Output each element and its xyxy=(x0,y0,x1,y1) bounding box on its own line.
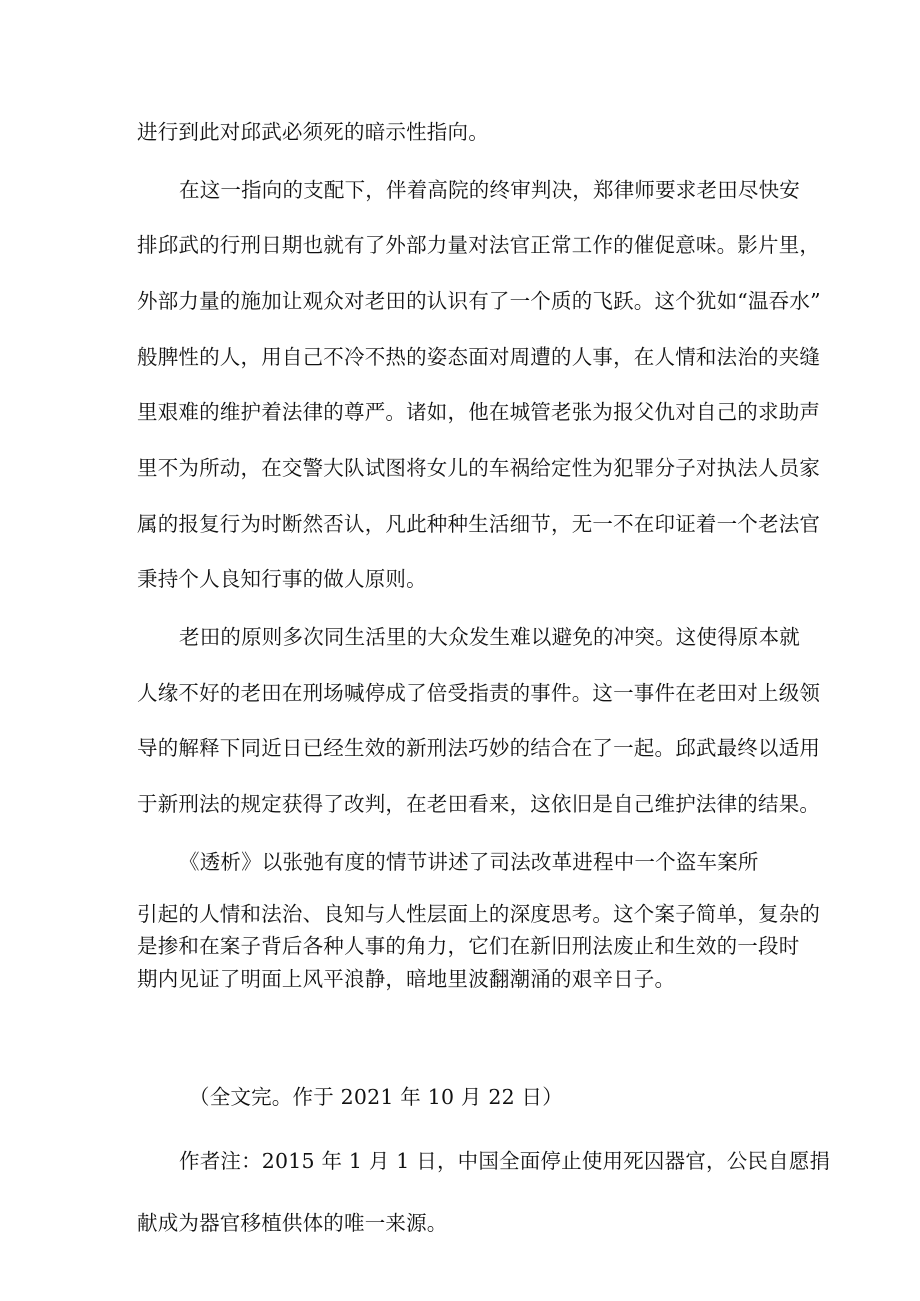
paragraph-4-line-1: 《透析》以张弛有度的情节讲述了司法改革进程中一个盗车案所 xyxy=(179,850,759,874)
paragraph-1-line-1: 进行到此对邱武必须死的暗示性指向。 xyxy=(137,120,489,144)
author-note-line-1: 作者注：2015 年 1 月 1 日，中国全面停止使用死囚器官，公民自愿捐 xyxy=(179,1149,831,1173)
closing-note: （全文完。作于 2021 年 10 月 22 日） xyxy=(189,1085,563,1109)
author-note-line-2: 献成为器官移植供体的唯一来源。 xyxy=(137,1211,448,1235)
paragraph-3-line-4: 于新刑法的规定获得了改判，在老田看来，这依旧是自己维护法律的结果。 xyxy=(137,792,821,816)
paragraph-2-line-7: 属的报复行为时断然否认，凡此种种生活细节，无一不在印证着一个老法官 xyxy=(137,512,821,536)
paragraph-3-line-2: 人缘不好的老田在刑场喊停成了倍受指责的事件。这一事件在老田对上级领 xyxy=(137,681,821,705)
paragraph-2-line-3: 外部力量的施加让观众对老田的认识有了一个质的飞跃。这个犹如“温吞水” xyxy=(137,289,821,313)
paragraph-4-line-4: 期内见证了明面上风平浪静，暗地里波翻潮涌的艰辛日子。 xyxy=(137,967,676,991)
paragraph-4-line-3: 是掺和在案子背后各种人事的角力，它们在新旧刑法废止和生效的一段时 xyxy=(137,934,800,958)
paragraph-4-line-2: 引起的人情和法治、良知与人性层面上的深度思考。这个案子简单，复杂的 xyxy=(137,902,821,926)
paragraph-2-line-8: 秉持个人良知行事的做人原则。 xyxy=(137,567,427,591)
paragraph-2-line-6: 里不为所动，在交警大队试图将女儿的车祸给定性为犯罪分子对执法人员家 xyxy=(137,456,821,480)
paragraph-3-line-3: 导的解释下同近日已经生效的新刑法巧妙的结合在了一起。邱武最终以适用 xyxy=(137,736,821,760)
paragraph-2-line-2: 排邱武的行刑日期也就有了外部力量对法官正常工作的催促意味。影片里， xyxy=(137,233,821,257)
paragraph-3-line-1: 老田的原则多次同生活里的大众发生难以避免的冲突。这使得原本就 xyxy=(179,625,800,649)
paragraph-2-line-5: 里艰难的维护着法律的尊严。诸如，他在城管老张为报父仇对自己的求助声 xyxy=(137,400,821,424)
paragraph-2-line-4: 般脾性的人，用自己不冷不热的姿态面对周遭的人事，在人情和法治的夹缝 xyxy=(137,345,821,369)
paragraph-2-line-1: 在这一指向的支配下，伴着高院的终审判决，郑律师要求老田尽快安 xyxy=(179,178,800,202)
